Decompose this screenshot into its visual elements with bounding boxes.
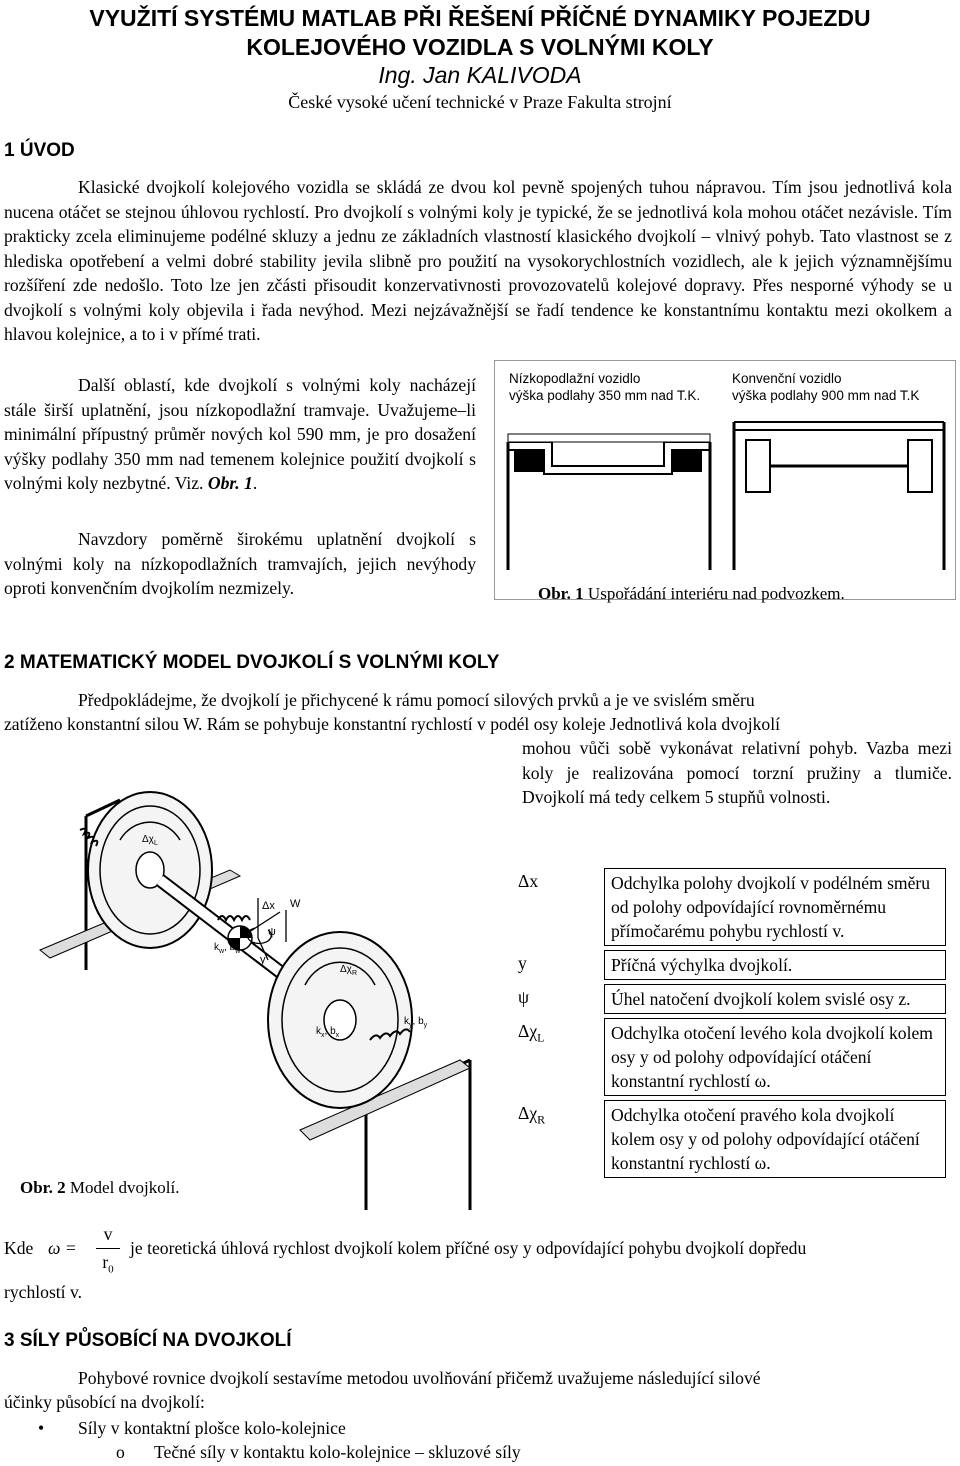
figure-1-left-label [509, 370, 700, 404]
symbol-row [512, 1101, 946, 1178]
label-dchi-r-sub: R [351, 970, 357, 977]
comma: , [224, 942, 230, 953]
affiliation: České vysoké učení technické v Praze Fakulta strojní [288, 92, 672, 112]
omega-denominator [96, 1252, 120, 1276]
comma: , [324, 1026, 331, 1037]
section-1-paragraph-1 [4, 175, 952, 347]
label-dx: Δx [262, 900, 275, 912]
section-2-paragraph-1-line-1 [4, 688, 952, 713]
symbol-sub: R [537, 1112, 546, 1127]
label-dchi-r [340, 964, 357, 977]
symbol-description: Úhel natočení dvojkolí kolem svislé osy z. [605, 985, 946, 1014]
symbol: y [518, 952, 527, 973]
section-1-paragraph-3-text: Navzdory poměrně širokému uplatnění dvojkolí s volnými koly na nízkopodlažních tramvajích, jejich nevýhody oproti konvenčním dvojkolím nezmizely. [4, 529, 476, 598]
symbol [512, 1101, 605, 1178]
label-psi: ψ [268, 926, 276, 938]
symbol-main: Δχ [518, 1020, 538, 1041]
interior-arrangement-drawing [494, 410, 956, 590]
label-dchi-l-main: Δχ [142, 834, 154, 845]
label-by-sub: y [423, 1022, 428, 1029]
label-kx-bx [316, 1026, 339, 1039]
section-1-paragraph-2-text: Další oblastí, kde dvojkolí s volnými koly nacházejí stále širší uplatnění, jsou nízkopodlažní tramvaje. Uvažujeme–li minimální přípustný průměr nových kol 590 mm, je pro dosažení výšky podlahy 350 mm nad temenem kolejnice použití dvojkolí s volnými koly nezbytné. Viz. [4, 375, 476, 493]
symbol-description: Příčná výchylka dvojkolí. [605, 951, 946, 980]
label-kw-sub: w [219, 948, 225, 955]
title-line-1: VYUŽITÍ SYSTÉMU MATLAB PŘI ŘEŠENÍ PŘÍČNÉ DYNAMIKY POJEZDU [89, 5, 871, 31]
label-ky-by [404, 1016, 427, 1029]
label-kx-sub: x [321, 1032, 325, 1039]
section-3-line-1-text: Pohybové rovnice dvojkolí sestavíme metodou uvolňování přičemž uvažujeme následující silové [78, 1368, 761, 1388]
label-kx: k [316, 1026, 321, 1037]
left-label-line-1: Nízkopodlažní vozidlo [509, 371, 641, 386]
label-bw-sub: w [235, 948, 241, 955]
left-wheel-block-a [514, 450, 544, 472]
symbol-table [512, 868, 946, 1178]
denominator-sub: 0 [108, 1263, 114, 1276]
label-by: b [418, 1016, 424, 1027]
fraction-bar [96, 1248, 120, 1249]
omega-numerator: v [103, 1224, 113, 1244]
right-label-line-1: Konvenční vozidlo [732, 371, 842, 386]
author: Ing. Jan KALIVODA [378, 62, 582, 88]
figure-2-caption-text: Model dvojkolí. [65, 1178, 180, 1197]
section-3-paragraph-line-1 [4, 1366, 952, 1391]
figure-1-caption-label: Obr. 1 [538, 584, 584, 603]
label-bx: b [330, 1026, 336, 1037]
section-3-paragraph-line-2: účinky působící na dvojkolí: [4, 1392, 205, 1412]
wheelset-model-drawing [0, 770, 480, 1210]
symbol-sub: L [537, 1030, 545, 1045]
symbol [512, 1019, 605, 1096]
left-wheel [88, 792, 212, 948]
symbol-description: Odchylka polohy dvojkolí v podélném směru od polohy odpovídající rovnoměrnému přímočarému pohybu rychlostí v. [605, 869, 946, 946]
figure-2-caption [20, 1178, 179, 1198]
label-bw: b [229, 942, 236, 953]
label-dchi-l-sub: L [153, 840, 158, 847]
sub-bullet-1: Tečné síly v kontaktu kolo-kolejnice – skluzové síly [154, 1442, 521, 1462]
label-dchi-l [142, 834, 158, 847]
section-3-heading: 3 SÍLY PŮSOBÍCÍ NA DVOJKOLÍ [4, 1330, 292, 1351]
symbol-row [512, 1019, 946, 1096]
omega-description: je teoretická úhlová rychlost dvojkolí kolem příčné osy y odpovídající pohybu dvojkolí dopředu [130, 1238, 807, 1258]
left-label-line-2: výška podlahy 350 mm nad T.K. [509, 388, 701, 403]
omega-description-2: rychlostí v. [4, 1282, 83, 1302]
symbol-main: Δχ [518, 1102, 538, 1123]
section-2-paragraph-1-rest: mohou vůči sobě vykonávat relativní pohyb. Vazba mezi koly je realizována pomocí torzní pružiny a tlumiče. Dvojkolí má tedy celkem 5 stupňů volnosti. [522, 738, 952, 807]
section-2-heading: 2 MATEMATICKÝ MODEL DVOJKOLÍ S VOLNÝMI KOLY [4, 652, 500, 673]
label-dchi-r-main: Δχ [340, 964, 352, 975]
section-1-paragraph-2 [4, 373, 476, 496]
denominator-r: r [102, 1252, 109, 1272]
section-1-paragraph-3 [4, 527, 476, 601]
symbol-description: Odchylka otočení levého kola dvojkolí kolem osy y od polohy odpovídající otáčení konstantní rychlostí ω. [605, 1019, 946, 1096]
period: . [252, 473, 258, 493]
figure-1-caption [538, 584, 845, 604]
sub-bullet-marker: o [116, 1442, 125, 1462]
symbol: ψ [518, 986, 530, 1007]
symbol-description: Odchylka otočení pravého kola dvojkolí kolem osy y od polohy odpovídající otáčení konstantní rychlostí ω. [605, 1101, 946, 1178]
omega-lhs: ω = [48, 1238, 77, 1258]
label-bx-sub: x [335, 1032, 340, 1039]
figure-1-caption-text: Uspořádání interiéru nad podvozkem. [583, 584, 845, 603]
right-label-line-2: výška podlahy 900 mm nad T.K [732, 388, 920, 403]
symbol-row [512, 951, 946, 980]
left-wheel-block-b [672, 450, 702, 472]
label-kw: k [214, 942, 219, 953]
label-y: y [260, 954, 266, 966]
figure-2 [0, 770, 480, 1210]
section-1-heading: 1 ÚVOD [4, 140, 75, 161]
omega-kde: Kde [4, 1238, 34, 1258]
section-1-paragraph-1-text: Klasické dvojkolí kolejového vozidla se skládá ze dvou kol pevně spojených tuhou nápravou. Tím jsou jednotlivá kola nucena otáčet se stejnou úhlovou rychlostí. Pro dvojkolí s volnými koly je typické, že se jednotlivá kola mohou otáčet nezávisle. Tím prakticky zcela eliminujeme podélné skluzy a jednu ze základních vlastností klasického dvojkolí – vlnivý pohyb. Tato vlastnost se z hlediska opotřebení a velmi dobré stability jevila slibně pro použití na vysokorychlostních vozidlech, ale k jejich významnějšímu rozšíření zde nedošlo. Toto lze jen zčásti přisoudit konzervativnosti provozovatelů kolejové dopravy. Přes nesporné výhody se u dvojkolí s volnými koly objevila i řada nevýhod. Mezi nejzávažnější se řadí tendence ke konstantnímu kontaktu mezi okolkem a hlavou kolejnice, a to i v přímé trati. [4, 177, 952, 344]
figure-1-reference: Obr. 1 [207, 473, 253, 493]
symbol-row [512, 985, 946, 1014]
figure-2-caption-label: Obr. 2 [20, 1178, 66, 1197]
label-w: W [290, 898, 301, 910]
bullet-1: Síly v kontaktní plošce kolo-kolejnice [78, 1418, 346, 1438]
figure-1 [494, 360, 956, 610]
label-kw-bw [214, 942, 240, 955]
comma: , [412, 1016, 419, 1027]
symbol: Δx [518, 870, 539, 891]
figure-1-right-label [732, 370, 919, 404]
label-ky: k [404, 1016, 409, 1027]
symbol-row [512, 869, 946, 946]
right-wheel [268, 932, 412, 1108]
bullet-marker: • [38, 1418, 45, 1438]
section-2-line-1-text: Předpokládejme, že dvojkolí je přichycené k rámu pomocí silových prvků a je ve svislém směru [78, 690, 755, 710]
label-ky-sub: y [409, 1022, 413, 1029]
title-line-2: KOLEJOVÉHO VOZIDLA S VOLNÝMI KOLY [246, 34, 714, 60]
section-2-paragraph-1-line-2: zatíženo konstantní silou W. Rám se pohybuje konstantní rychlostí v podél osy koleje Jednotlivá kola dvojkolí [4, 714, 780, 734]
